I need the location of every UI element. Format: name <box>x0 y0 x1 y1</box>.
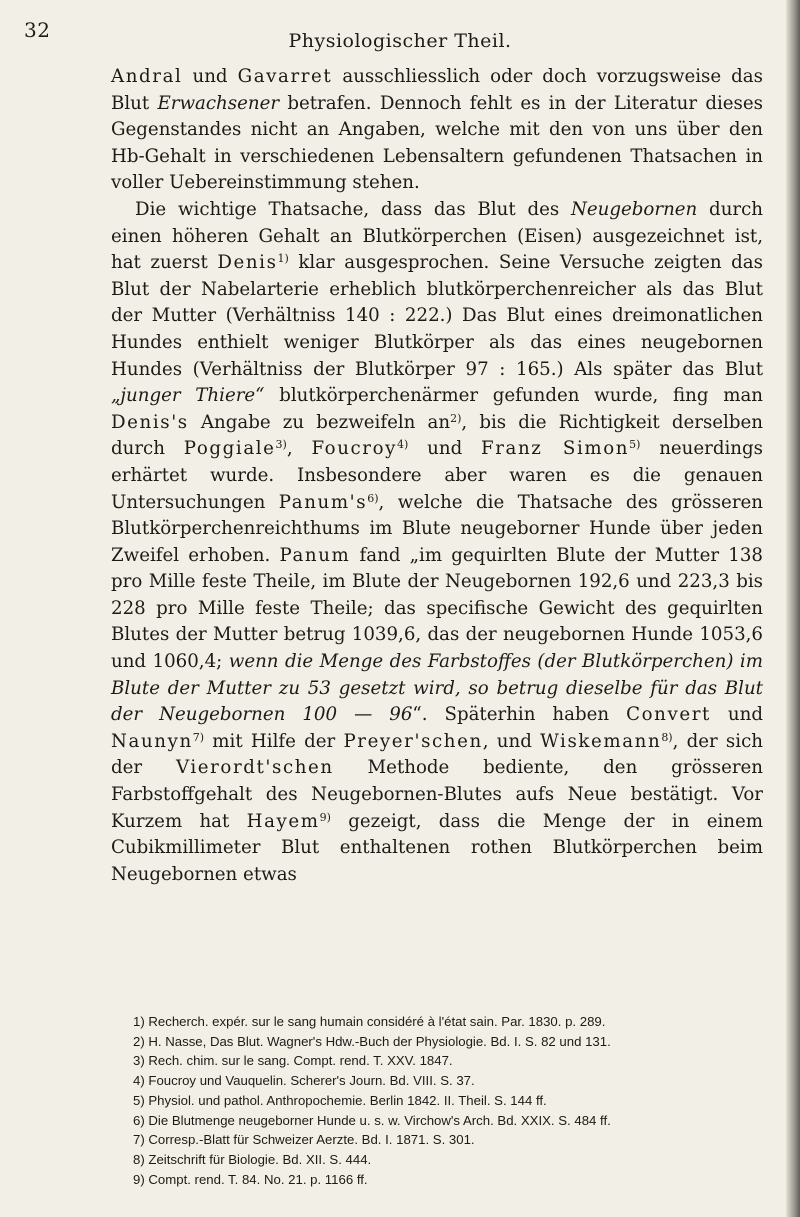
text-run: fand „im gequirlten Blute der Mutter 138 pro Mille feste Theile, im Blute der Neugebornen 192,6 und 223,3 bis 228 pro Mille feste Theile; das specifische Gewicht des gequirlten Blutes der Mutter betrug 1039,6, das der neugebornen Hunde 1053,6 und 1060,4; <box>111 544 763 673</box>
paragraph-2 <box>111 197 763 888</box>
footnote-ref: 7) <box>192 730 205 744</box>
author-name: Gavarret <box>237 66 333 87</box>
text-run: Methode bediente, den grösseren Farbstoffgehalt des Neugebornen-Blutes aufs Neue bestätigt. Vor Kurzem hat <box>111 757 764 832</box>
text-run: betrafen. Dennoch fehlt es in der Literatur dieses Gegenstandes nicht an Angaben, welche mit den von uns über den Hb-Gehalt in verschiedenen Lebensaltern gefundenen Thatsachen in voller Uebereinstimmung stehen. <box>111 92 763 194</box>
italic-quote: wenn die Menge des Farbstoffes (der Blutkörperchen) im Blute der Mutter zu 53 gesetzt wird, so betrug dieselbe für das Blut der Neugebornen 100 — 96 <box>111 651 763 726</box>
text-run: , welche die Thatsache des grösseren Blutkörperchenreichthums im Blute neugeborner Hunde über jeden Zweifel erhoben. <box>111 491 763 566</box>
footnote-ref: 9) <box>319 810 331 824</box>
footnote-ref: 2) <box>450 411 462 425</box>
footnote: 4) Foucroy und Vauquelin. Scherer's Journ. Bd. VIII. S. 37. <box>133 1073 475 1089</box>
footnote-ref: 1) <box>277 252 289 266</box>
italic-term: Erwachsener <box>157 92 280 114</box>
author-name: Panum <box>279 544 351 566</box>
author-name: Preyer'schen <box>343 730 483 752</box>
text-run: und <box>408 438 482 460</box>
footnote: 2) H. Nasse, Das Blut. Wagner's Hdw.-Buch der Physiologie. Bd. I. S. 82 und 131. <box>133 1033 611 1049</box>
author-name: Hayem <box>246 810 320 832</box>
text-run: neuerdings erhärtet wurde. Insbesondere aber waren es die genauen Untersuchungen <box>111 438 763 513</box>
text-run: und <box>182 66 238 87</box>
footnote-ref: 3) <box>275 438 287 452</box>
text-run: , und <box>482 730 541 752</box>
author-name: Foucroy <box>311 438 398 460</box>
italic-term: „junger Thiere“ <box>111 385 265 407</box>
text-run: , der sich der <box>111 730 763 779</box>
footnote: 8) Zeitschrift für Biologie. Bd. XII. S. 444. <box>133 1151 372 1167</box>
footnote: 3) Rech. chim. sur le sang. Compt. rend. T. XXV. 1847. <box>133 1053 453 1069</box>
text-run: Die wichtige Thatsache, dass das Blut des <box>135 198 571 220</box>
author-name: Wiskemann <box>540 730 662 752</box>
author-name: Poggiale <box>183 438 276 460</box>
text-run: durch einen höheren Gehalt an Blutkörperchen (Eisen) ausgezeichnet ist, hat zuerst <box>111 198 763 274</box>
footnote: 7) Corresp.-Blatt für Schweizer Aerzte. Bd. I. 1871. S. 301. <box>133 1132 475 1148</box>
text-run: mit Hilfe der <box>204 730 344 752</box>
author-name: Naunyn <box>111 730 193 752</box>
text-run: klar ausgesprochen. Seine Versuche zeigten das Blut der Nabelarterie erheblich blutkörperchenreicher als das Blut der Mutter (Verhältniss 140 : 222.) Das Blut eines dreimonatlichen Hundes enthielt weniger Blutkörper als das eines neugebornen Hundes (Verhältniss der Blutkörper 97 : 165.) Als später das Blut <box>111 252 763 380</box>
footnote: 9) Compt. rend. T. 84. No. 21. p. 1166 ff. <box>133 1171 368 1187</box>
body-text <box>111 64 763 888</box>
italic-term: Neugebornen <box>570 198 698 220</box>
footnote: 5) Physiol. und pathol. Anthropochemie. Berlin 1842. II. Theil. S. 144 ff. <box>133 1092 547 1108</box>
page-number: 32 <box>24 18 51 42</box>
text-run: , <box>286 438 312 460</box>
running-head: Physiologischer Theil. <box>288 30 512 52</box>
author-name: Denis's <box>111 411 189 433</box>
footnote-ref: 6) <box>367 491 379 505</box>
author-name: Panum's <box>278 491 368 513</box>
author-name: Denis <box>217 252 278 274</box>
text-run: “. Späterhin haben <box>412 704 627 726</box>
text-run: , bis die Richtigkeit derselben durch <box>111 411 763 460</box>
footnote: 1) Recherch. expér. sur le sang humain considéré à l'état sain. Par. 1830. p. 289. <box>133 1014 606 1029</box>
text-run: ausschliesslich oder doch vorzugsweise das Blut <box>111 66 763 114</box>
paragraph-1 <box>111 64 763 197</box>
footnotes <box>111 1012 763 1189</box>
author-name: Vierordt'schen <box>175 757 334 779</box>
footnote-ref: 8) <box>661 730 673 744</box>
text-run: Angabe zu bezweifeln an <box>188 411 451 433</box>
text-run: gezeigt, dass die Menge der in einem Cubikmillimeter Blut enthaltenen rothen Blutkörperchen beim Neugebornen etwas <box>111 810 763 885</box>
footnote-ref: 5) <box>629 438 641 452</box>
footnote: 6) Die Blutmenge neugeborner Hunde u. s. w. Virchow's Arch. Bd. XXIX. S. 484 ff. <box>133 1112 611 1128</box>
page-edge-shadow <box>786 0 800 1217</box>
author-name: Convert <box>626 704 711 726</box>
author-name: Andral <box>111 66 183 87</box>
author-name: Franz Simon <box>481 438 630 460</box>
footnote-ref: 4) <box>397 438 409 452</box>
text-run: blutkörperchenärmer gefunden wurde, fing man <box>264 385 763 407</box>
text-run: und <box>710 704 764 726</box>
